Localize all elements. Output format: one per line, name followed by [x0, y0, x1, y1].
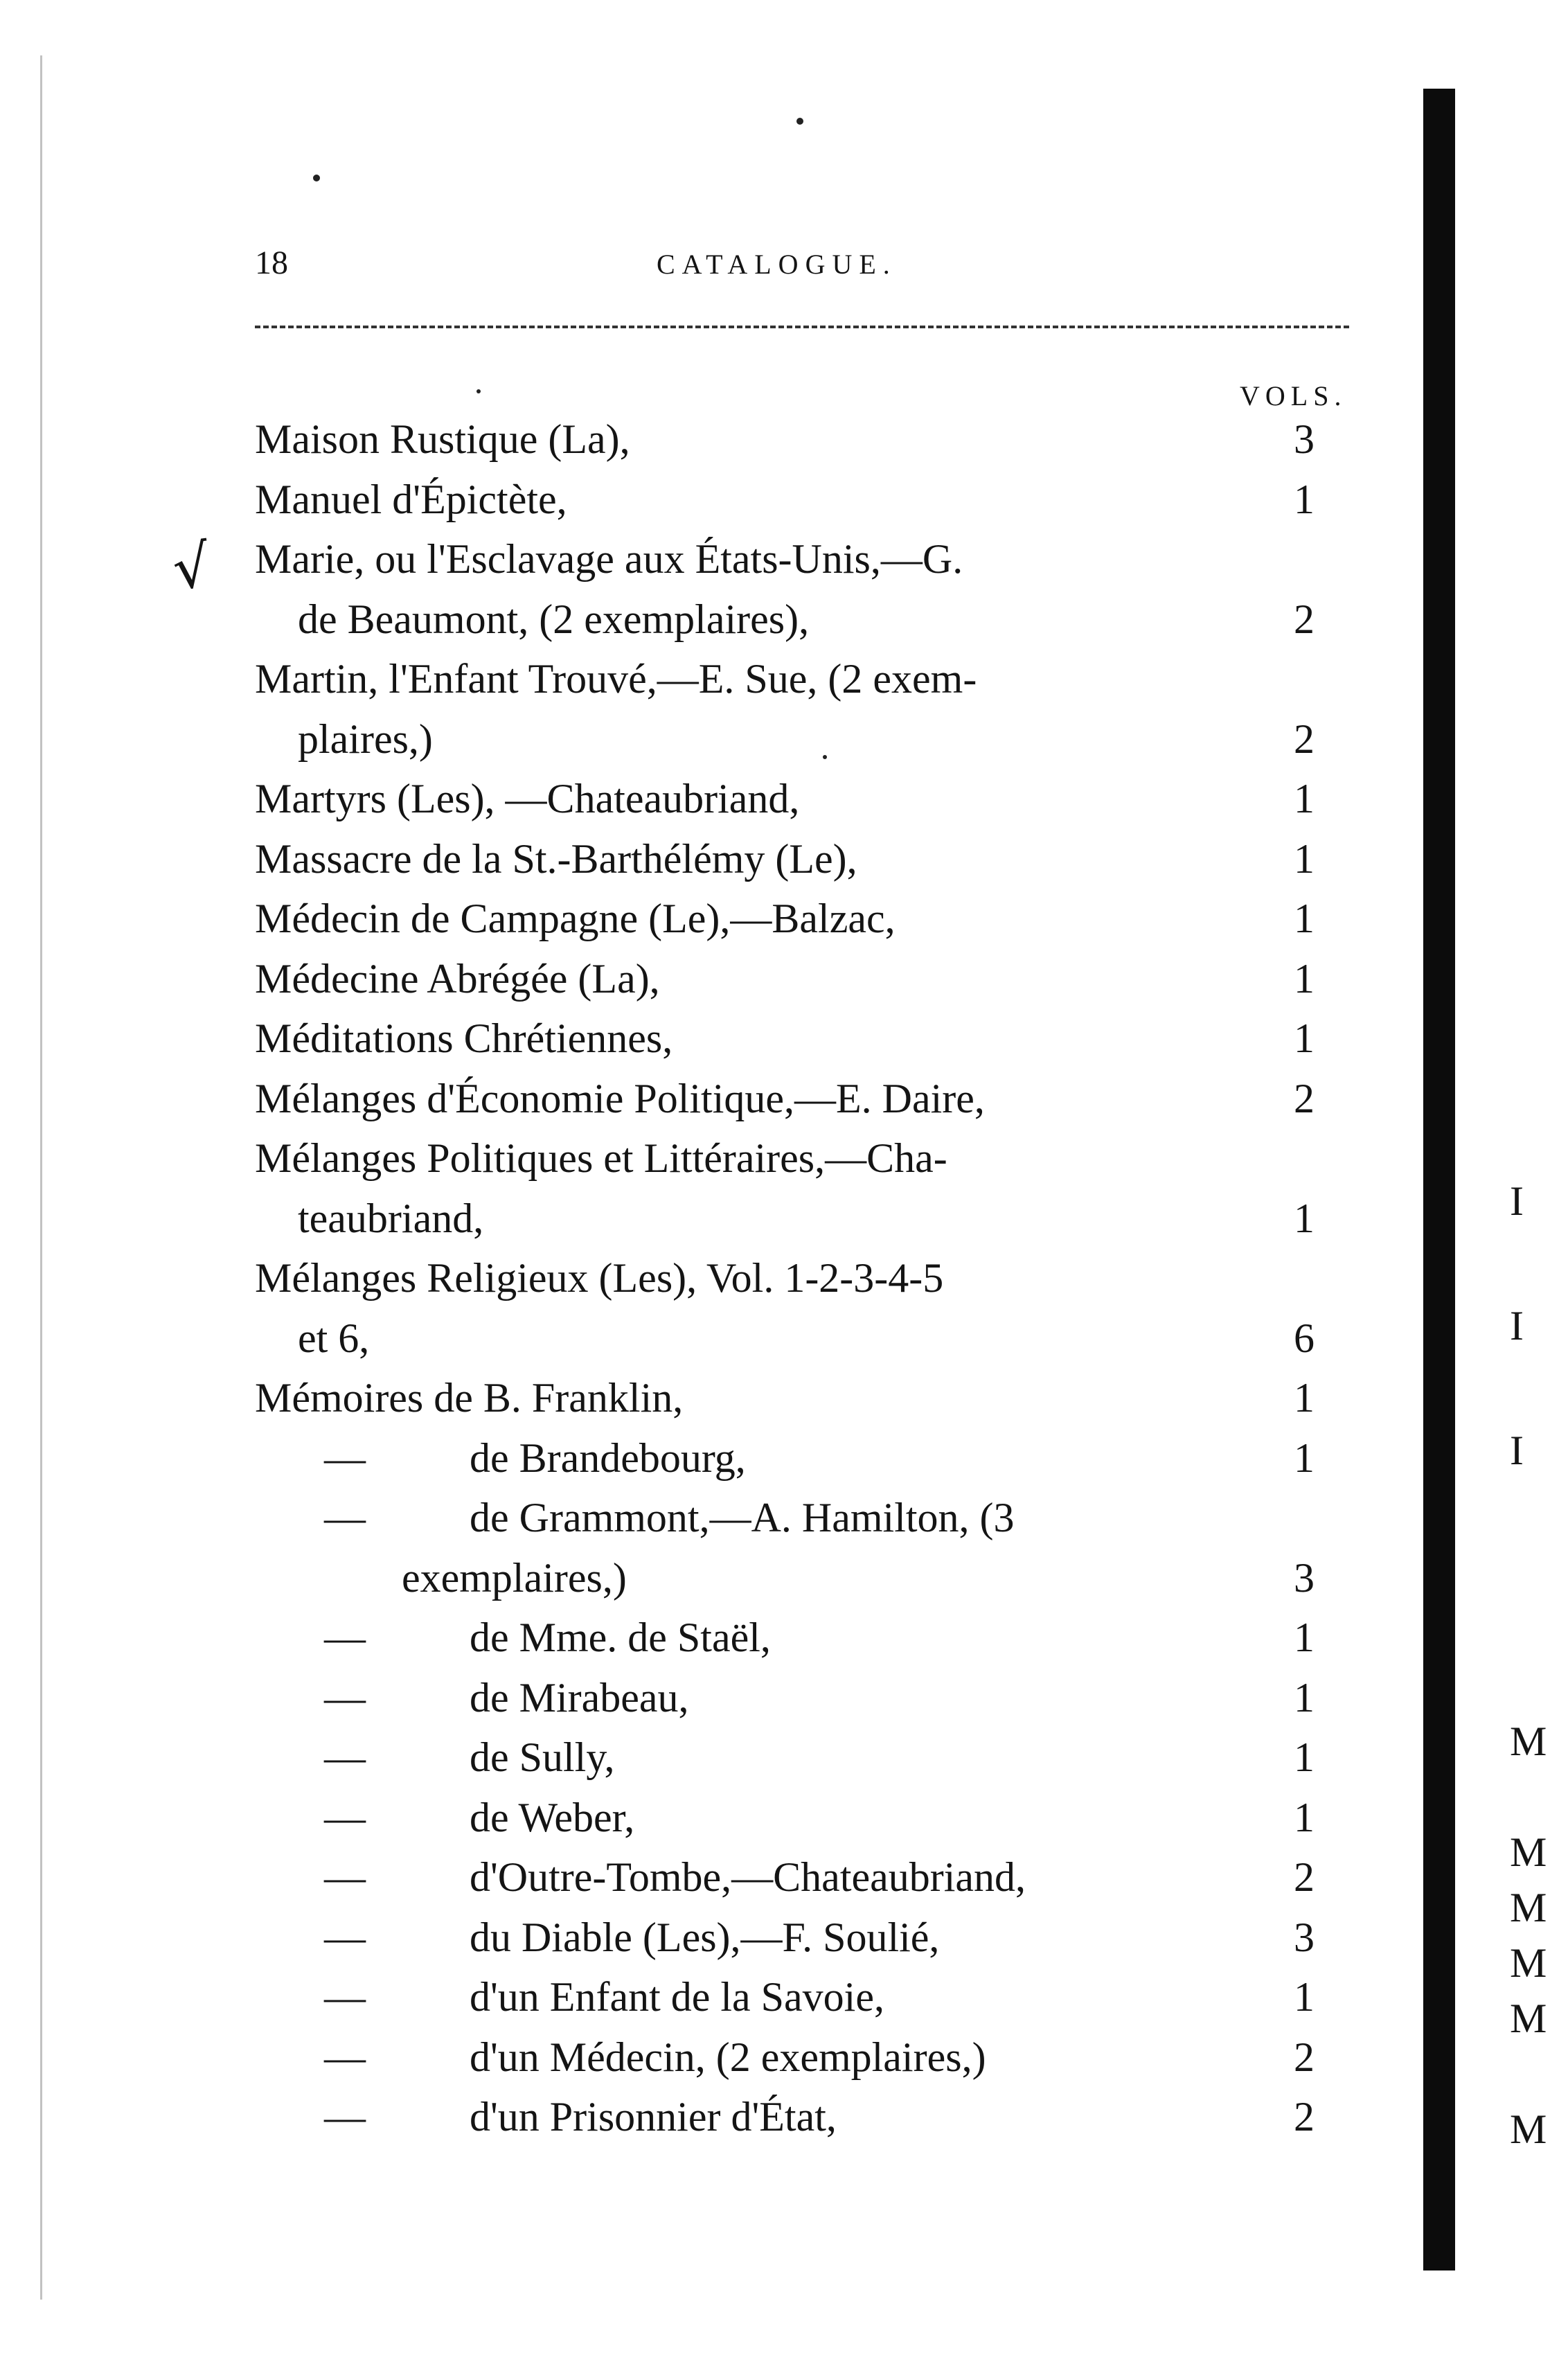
entry-title: Méditations Chrétiennes,: [255, 1015, 673, 1061]
ditto-dash: —: [324, 1974, 366, 2020]
bleed-letter: I: [1510, 1303, 1524, 1349]
ink-speck: [823, 755, 827, 759]
entry-title: teaubriand,: [298, 1195, 484, 1241]
ditto-dash: —: [324, 2094, 366, 2140]
entry-title: d'un Enfant de la Savoie,: [470, 1974, 884, 2020]
ink-speck: [796, 118, 803, 125]
entry-title: d'un Médecin, (2 exemplaires,): [470, 2034, 986, 2080]
header-rule: [255, 326, 1349, 328]
vols-count: 1: [1294, 955, 1315, 1002]
list-item: [255, 1608, 1349, 1667]
page-edge-line: [40, 55, 42, 2300]
entry-title: de Beaumont, (2 exemplaires),: [298, 596, 810, 642]
vols-count: 2: [1294, 716, 1315, 762]
bleed-letter: I: [1510, 1178, 1524, 1224]
vols-count: 1: [1294, 1615, 1315, 1660]
bleed-letter: M: [1510, 1940, 1547, 1986]
list-item: [255, 1728, 1349, 1786]
ditto-dash: —: [324, 1734, 366, 1780]
entry-title: de Mme. de Staël,: [470, 1615, 771, 1660]
entry-title: Médecine Abrégée (La),: [255, 955, 660, 1002]
running-head: CATALOGUE.: [657, 249, 897, 280]
vols-count: 6: [1294, 1315, 1315, 1361]
entry-title: Mémoires de B. Franklin,: [255, 1375, 684, 1421]
entry-title: exemplaires,): [402, 1554, 627, 1601]
vols-count: 1: [1294, 1794, 1315, 1840]
vols-count: 2: [1294, 1854, 1315, 1900]
vols-count: 1: [1294, 776, 1315, 821]
vols-count: 1: [1294, 1015, 1315, 1061]
ditto-dash: —: [324, 1674, 366, 1721]
vols-column-heading: VOLS.: [1240, 380, 1347, 411]
list-item: [255, 1249, 1349, 1307]
list-item: [255, 1069, 1349, 1128]
list-item: [255, 1369, 1349, 1427]
list-item: [255, 950, 1349, 1008]
entry-title: Médecin de Campagne (Le),—Balzac,: [255, 896, 896, 941]
page-number: 18: [255, 245, 288, 281]
ditto-dash: —: [324, 1495, 366, 1540]
list-item: [255, 1189, 1349, 1247]
entry-title: de Mirabeau,: [470, 1674, 689, 1721]
binding-shadow-bar: [1423, 89, 1455, 2270]
list-item: [255, 2028, 1349, 2086]
list-item: [255, 1549, 1349, 1607]
list-item: [255, 1009, 1349, 1067]
vols-count: 1: [1294, 1375, 1315, 1421]
list-item: [255, 1488, 1349, 1547]
list-item: [255, 1848, 1349, 1906]
vols-count: 2: [1294, 596, 1315, 642]
entry-title: Mélanges d'Économie Politique,—E. Daire,: [255, 1075, 985, 1121]
vols-count: 3: [1294, 416, 1315, 462]
entry-title: Massacre de la St.-Barthélémy (Le),: [255, 835, 857, 882]
ditto-dash: —: [324, 1854, 366, 1900]
entry-title: Mélanges Religieux (Les), Vol. 1-2-3-4-5: [255, 1255, 944, 1301]
list-item: [255, 1908, 1349, 1966]
bleed-letter: M: [1510, 1996, 1547, 2041]
vols-count: 1: [1294, 476, 1315, 522]
entry-title: Manuel d'Épictète,: [255, 476, 567, 522]
list-item: [255, 590, 1349, 648]
vols-count: 1: [1294, 1734, 1315, 1780]
entry-title: Maison Rustique (La),: [255, 416, 630, 462]
vols-count: 2: [1294, 1075, 1315, 1121]
vols-count: 3: [1294, 1914, 1315, 1960]
ink-speck: [476, 389, 481, 393]
vols-count: 1: [1294, 1974, 1315, 2020]
list-item: [255, 410, 1349, 468]
list-item: [255, 889, 1349, 948]
page-header: [255, 244, 1363, 299]
ditto-dash: —: [324, 1434, 366, 1481]
vols-count: 1: [1294, 1195, 1315, 1241]
ditto-dash: —: [324, 1794, 366, 1840]
list-item: [255, 2088, 1349, 2146]
vols-count: 1: [1294, 1674, 1315, 1721]
list-item: [255, 770, 1349, 828]
entry-title: plaires,): [298, 716, 433, 762]
entry-title: d'un Prisonnier d'État,: [470, 2094, 837, 2140]
list-item: [255, 830, 1349, 888]
ditto-dash: —: [324, 1615, 366, 1660]
list-item: [255, 1968, 1349, 2026]
entry-title: de Grammont,—A. Hamilton, (3: [470, 1495, 1015, 1540]
list-item: [255, 470, 1349, 528]
vols-count: 1: [1294, 1434, 1315, 1481]
vols-count: 2: [1294, 2094, 1315, 2140]
list-item: [255, 1429, 1349, 1487]
vols-count: 1: [1294, 835, 1315, 882]
entry-title: de Sully,: [470, 1734, 615, 1780]
entry-title: de Brandebourg,: [470, 1434, 746, 1481]
bleed-letter: I: [1510, 1428, 1524, 1473]
bleed-letter: M: [1510, 1718, 1547, 1764]
entry-title: Martyrs (Les), —Chateaubriand,: [255, 776, 800, 821]
entry-title: d'Outre-Tombe,—Chateaubriand,: [470, 1854, 1026, 1900]
ink-speck: [313, 175, 320, 181]
bleed-letter: M: [1510, 2106, 1547, 2152]
entry-title: Marie, ou l'Esclavage aux États-Unis,—G.: [255, 536, 963, 582]
list-item: [255, 1669, 1349, 1727]
entry-title: et 6,: [298, 1315, 370, 1361]
vols-count: 2: [1294, 2034, 1315, 2080]
handwritten-check-mark: √: [168, 531, 215, 604]
ditto-dash: —: [324, 2034, 366, 2080]
entry-title: Mélanges Politiques et Littéraires,—Cha-: [255, 1135, 947, 1181]
vols-count: 1: [1294, 896, 1315, 941]
list-item: [255, 650, 1349, 708]
list-item: [255, 1788, 1349, 1847]
entry-title: Martin, l'Enfant Trouvé,—E. Sue, (2 exem-: [255, 656, 977, 702]
entry-title: du Diable (Les),—F. Soulié,: [470, 1914, 940, 1960]
ditto-dash: —: [324, 1914, 366, 1960]
list-item: [255, 530, 1349, 588]
list-item: [255, 1309, 1349, 1367]
list-item: [255, 1129, 1349, 1187]
vols-count: 3: [1294, 1554, 1315, 1601]
list-item: [255, 710, 1349, 768]
bleed-letter: M: [1510, 1829, 1547, 1875]
bleed-letter: M: [1510, 1885, 1547, 1930]
entry-title: de Weber,: [470, 1794, 635, 1840]
